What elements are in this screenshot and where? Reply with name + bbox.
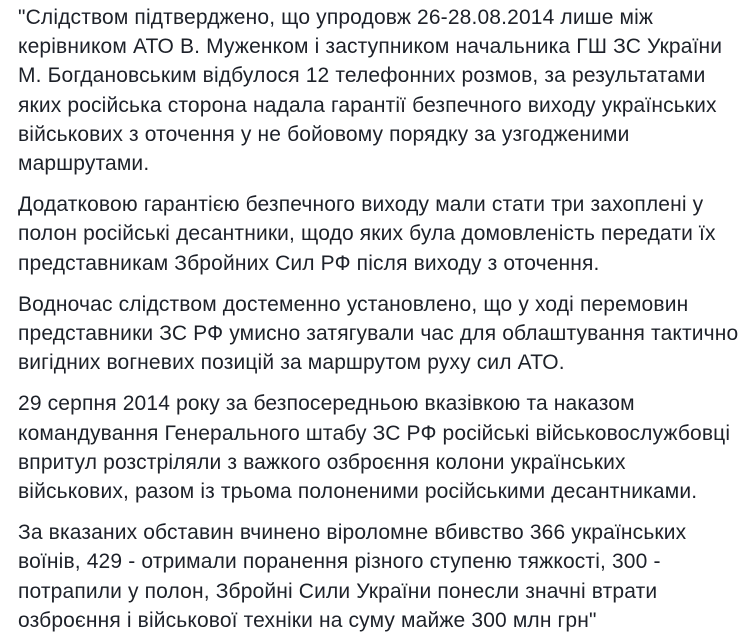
paragraph-delay-tactics — [18, 290, 739, 378]
text-line: військових, разом із трьома полоненими російськими десантниками. — [18, 480, 698, 504]
paragraph-investigation-calls — [18, 3, 734, 178]
text-line: 29 серпня 2014 року за безпосередньою вказівкою та наказом — [18, 392, 635, 416]
text-line: командування Генерального штабу ЗС РФ російські військовослужбовці — [18, 421, 731, 445]
text-line: озброєння і військової техніки на суму майже 300 млн грн" — [18, 608, 597, 632]
text-line: За вказаних обставин вчинено віроломне вбивство 366 українських — [18, 521, 687, 545]
paragraph-august-29-attack — [18, 389, 734, 506]
paragraph-guarantee-prisoners — [18, 190, 734, 278]
text-line: М. Богдановським відбулося 12 телефонних розмов, за результатами — [18, 64, 706, 88]
text-line: "Слідством підтверджено, що упродовж 26-28.08.2014 лише між — [18, 6, 654, 29]
text-line: воїнів, 429 - отримали поранення різного ступеню тяжкості, 300 - — [18, 550, 661, 574]
text-line: впритул розстріляли з важкого озброєння колони українських — [18, 450, 626, 474]
text-line: Водночас слідством достеменно установлено, що у ході перемовин — [18, 292, 689, 316]
text-line: представники ЗС РФ умисно затягували час для облаштування тактично — [18, 322, 739, 346]
paragraph-casualties — [18, 518, 734, 635]
text-line: вигідних вогневих позицій за маршрутом руху сил АТО. — [18, 351, 565, 375]
text-line: військових з оточення у не бойовому порядку за узгодженими — [18, 122, 630, 146]
text-line: яких російська сторона надала гарантії безпечного виходу українських — [18, 93, 717, 117]
text-line: керівником АТО В. Муженком і заступником начальника ГШ ЗС України — [18, 35, 723, 59]
text-line: представникам Збройних Сил РФ після виходу з оточення. — [18, 251, 600, 275]
text-line: потрапили у полон, Збройні Сили України понесли значні втрати — [18, 579, 658, 603]
text-line: полон російські десантники, щодо яких була домовленість передати їх — [18, 222, 716, 246]
text-line: Додатковою гарантією безпечного виходу мали стати три захоплені у — [18, 193, 704, 217]
text-line: маршрутами. — [18, 152, 150, 176]
